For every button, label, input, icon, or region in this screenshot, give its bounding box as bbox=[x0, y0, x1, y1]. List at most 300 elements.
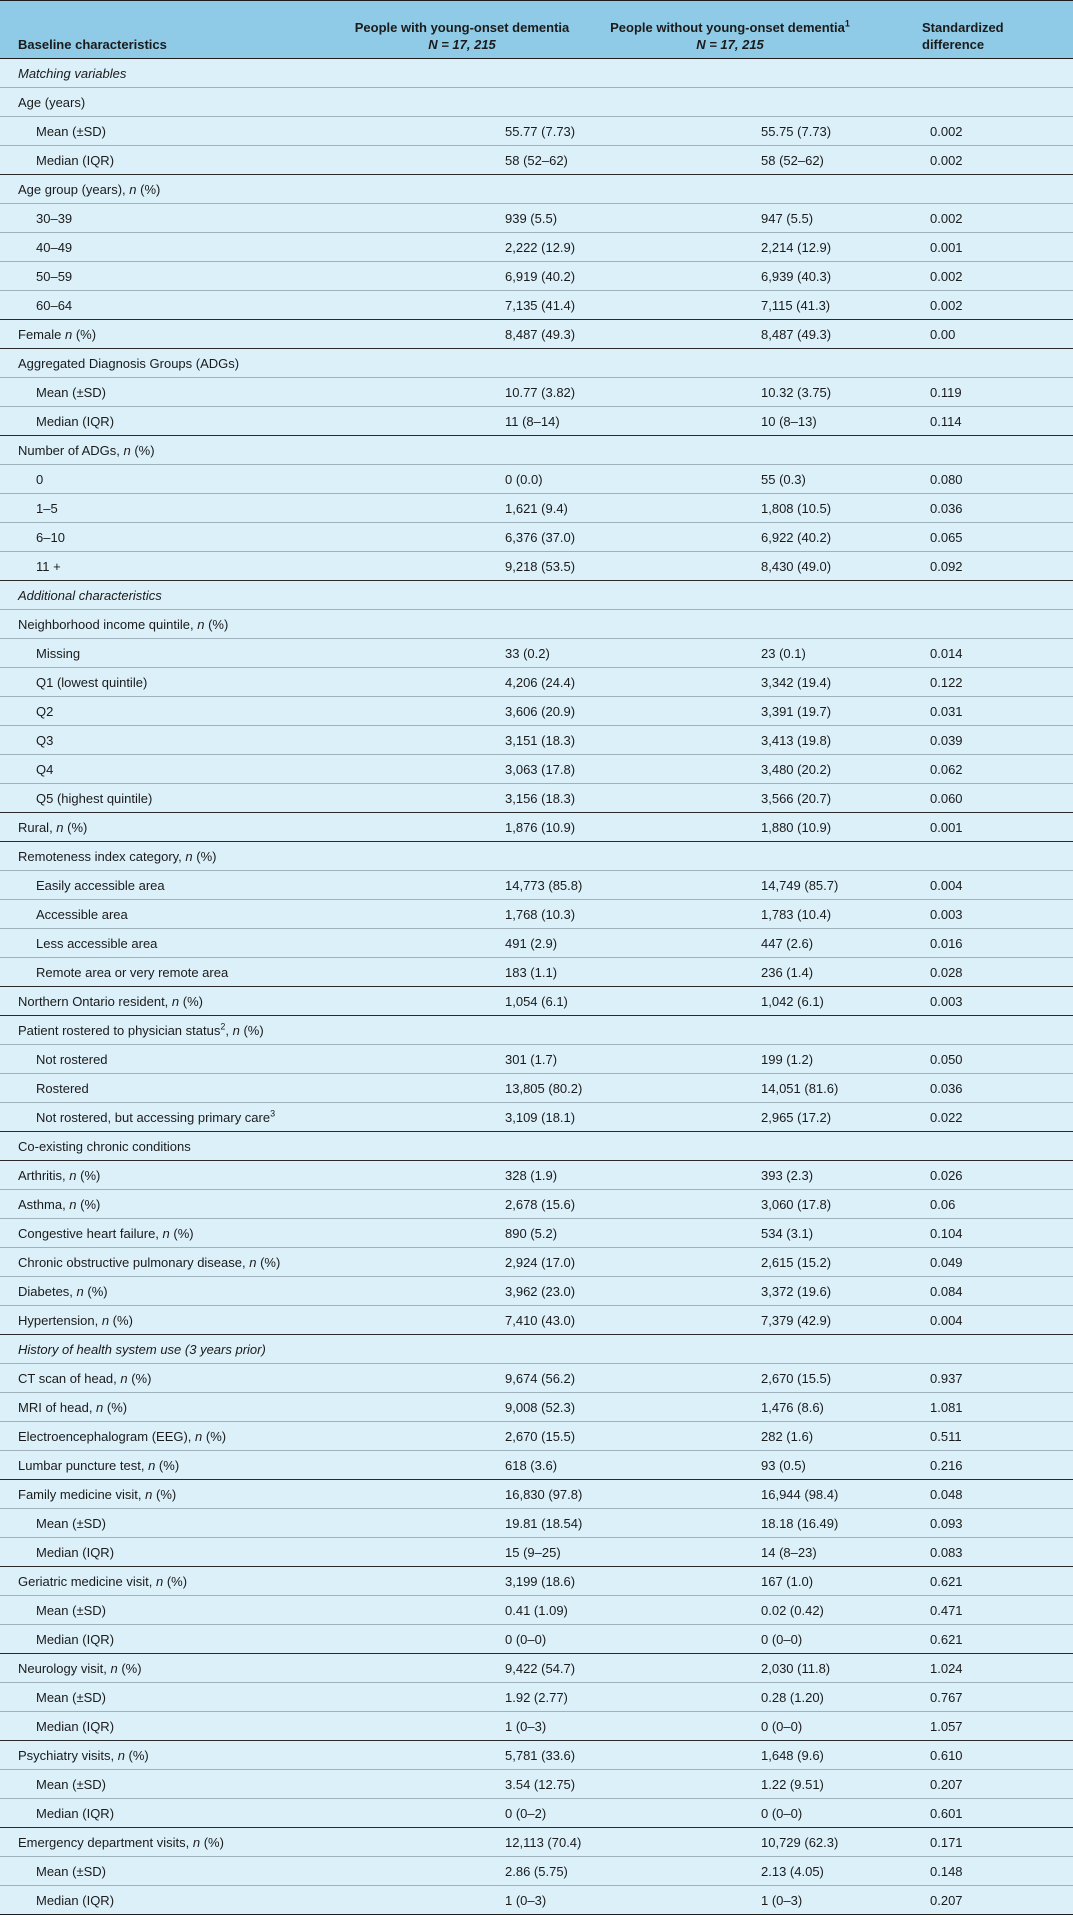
row-label: Q2 bbox=[0, 697, 328, 726]
table-row bbox=[0, 1422, 1073, 1451]
table-subrow bbox=[0, 755, 1073, 784]
value-with-dementia: 301 (1.7) bbox=[328, 1045, 596, 1074]
header-with-dementia-n: N = 17, 215 bbox=[428, 37, 496, 52]
section-header-row bbox=[0, 59, 1073, 88]
value-without-dementia: 2.13 (4.05) bbox=[596, 1857, 864, 1886]
value-without-dementia bbox=[596, 1335, 864, 1364]
value-without-dementia: 3,342 (19.4) bbox=[596, 668, 864, 697]
value-without-dementia: 2,615 (15.2) bbox=[596, 1248, 864, 1277]
row-label: Age group (years), n (%) bbox=[0, 175, 328, 204]
standardized-difference-value: 0.004 bbox=[864, 1306, 1073, 1335]
row-label: Geriatric medicine visit, n (%) bbox=[0, 1567, 328, 1596]
standardized-difference-value: 0.122 bbox=[864, 668, 1073, 697]
row-label: Mean (±SD) bbox=[0, 117, 328, 146]
standardized-difference-value bbox=[864, 610, 1073, 639]
value-without-dementia: 1,042 (6.1) bbox=[596, 987, 864, 1016]
value-with-dementia: 2,924 (17.0) bbox=[328, 1248, 596, 1277]
table-subrow bbox=[0, 552, 1073, 581]
table-subrow bbox=[0, 233, 1073, 262]
row-label: Missing bbox=[0, 639, 328, 668]
table-subrow bbox=[0, 494, 1073, 523]
standardized-difference-value: 0.001 bbox=[864, 233, 1073, 262]
table-row bbox=[0, 1190, 1073, 1219]
value-with-dementia: 1 (0–3) bbox=[328, 1712, 596, 1741]
value-without-dementia: 199 (1.2) bbox=[596, 1045, 864, 1074]
standardized-difference-value: 0.093 bbox=[864, 1509, 1073, 1538]
standardized-difference-value: 0.148 bbox=[864, 1857, 1073, 1886]
row-label: Family medicine visit, n (%) bbox=[0, 1480, 328, 1509]
value-with-dementia: 1,876 (10.9) bbox=[328, 813, 596, 842]
header-with-dementia: People with young-onset dementia N = 17, 215 bbox=[328, 1, 596, 59]
standardized-difference-value: 1.024 bbox=[864, 1654, 1073, 1683]
table-subrow bbox=[0, 726, 1073, 755]
row-label: Remote area or very remote area bbox=[0, 958, 328, 987]
value-without-dementia: 0 (0–0) bbox=[596, 1799, 864, 1828]
row-label: Northern Ontario resident, n (%) bbox=[0, 987, 328, 1016]
value-without-dementia: 55 (0.3) bbox=[596, 465, 864, 494]
row-label: Median (IQR) bbox=[0, 1538, 328, 1567]
row-label: Mean (±SD) bbox=[0, 1596, 328, 1625]
table-subrow bbox=[0, 378, 1073, 407]
row-label: Median (IQR) bbox=[0, 1886, 328, 1915]
value-without-dementia: 23 (0.1) bbox=[596, 639, 864, 668]
row-label: Hypertension, n (%) bbox=[0, 1306, 328, 1335]
value-without-dementia: 3,566 (20.7) bbox=[596, 784, 864, 813]
row-label: Q5 (highest quintile) bbox=[0, 784, 328, 813]
row-label: Median (IQR) bbox=[0, 1625, 328, 1654]
row-label: Diabetes, n (%) bbox=[0, 1277, 328, 1306]
value-with-dementia: 939 (5.5) bbox=[328, 204, 596, 233]
value-without-dementia bbox=[596, 581, 864, 610]
value-without-dementia bbox=[596, 1132, 864, 1161]
table-subrow bbox=[0, 639, 1073, 668]
value-without-dementia: 0.02 (0.42) bbox=[596, 1596, 864, 1625]
value-with-dementia: 1,621 (9.4) bbox=[328, 494, 596, 523]
standardized-difference-value bbox=[864, 842, 1073, 871]
standardized-difference-value: 0.002 bbox=[864, 262, 1073, 291]
header-standardized-difference: Standardized difference bbox=[864, 1, 1073, 59]
table-row bbox=[0, 1451, 1073, 1480]
standardized-difference-value bbox=[864, 175, 1073, 204]
row-label: CT scan of head, n (%) bbox=[0, 1364, 328, 1393]
standardized-difference-value: 0.036 bbox=[864, 1074, 1073, 1103]
value-without-dementia: 8,430 (49.0) bbox=[596, 552, 864, 581]
table-subrow bbox=[0, 146, 1073, 175]
value-with-dementia: 9,422 (54.7) bbox=[328, 1654, 596, 1683]
value-with-dementia: 0 (0–0) bbox=[328, 1625, 596, 1654]
section-header-row bbox=[0, 581, 1073, 610]
standardized-difference-value: 0.471 bbox=[864, 1596, 1073, 1625]
row-label: Q4 bbox=[0, 755, 328, 784]
standardized-difference-value: 0.003 bbox=[864, 987, 1073, 1016]
value-without-dementia: 534 (3.1) bbox=[596, 1219, 864, 1248]
standardized-difference-value: 0.601 bbox=[864, 1799, 1073, 1828]
value-without-dementia: 0.28 (1.20) bbox=[596, 1683, 864, 1712]
standardized-difference-value: 0.031 bbox=[864, 697, 1073, 726]
table-row bbox=[0, 1132, 1073, 1161]
row-label: 50–59 bbox=[0, 262, 328, 291]
table-subrow bbox=[0, 117, 1073, 146]
row-label: Patient rostered to physician status$^2$, n (%) bbox=[0, 1016, 328, 1045]
standardized-difference-value: 0.014 bbox=[864, 639, 1073, 668]
table-subrow bbox=[0, 697, 1073, 726]
table-subrow bbox=[0, 291, 1073, 320]
value-with-dementia bbox=[328, 842, 596, 871]
row-label: Electroencephalogram (EEG), n (%) bbox=[0, 1422, 328, 1451]
value-without-dementia: 2,965 (17.2) bbox=[596, 1103, 864, 1132]
value-without-dementia: 10 (8–13) bbox=[596, 407, 864, 436]
value-with-dementia: 3.54 (12.75) bbox=[328, 1770, 596, 1799]
table-row bbox=[0, 1248, 1073, 1277]
standardized-difference-value: 0.621 bbox=[864, 1567, 1073, 1596]
row-label: Neighborhood income quintile, n (%) bbox=[0, 610, 328, 639]
standardized-difference-value: 0.003 bbox=[864, 900, 1073, 929]
value-without-dementia: 55.75 (7.73) bbox=[596, 117, 864, 146]
value-with-dementia: 3,199 (18.6) bbox=[328, 1567, 596, 1596]
value-with-dementia: 12,113 (70.4) bbox=[328, 1828, 596, 1857]
value-without-dementia: 947 (5.5) bbox=[596, 204, 864, 233]
standardized-difference-value: 0.004 bbox=[864, 871, 1073, 900]
value-with-dementia bbox=[328, 610, 596, 639]
row-label: Chronic obstructive pulmonary disease, n (%) bbox=[0, 1248, 328, 1277]
value-without-dementia: 1,808 (10.5) bbox=[596, 494, 864, 523]
table-row bbox=[0, 436, 1073, 465]
value-without-dementia: 0 (0–0) bbox=[596, 1712, 864, 1741]
row-label: 1–5 bbox=[0, 494, 328, 523]
row-label: MRI of head, n (%) bbox=[0, 1393, 328, 1422]
row-label: History of health system use (3 years prior) bbox=[0, 1335, 328, 1364]
value-with-dementia bbox=[328, 88, 596, 117]
value-with-dementia: 0 (0.0) bbox=[328, 465, 596, 494]
standardized-difference-value: 0.002 bbox=[864, 117, 1073, 146]
value-without-dementia: 14 (8–23) bbox=[596, 1538, 864, 1567]
value-without-dementia: 3,060 (17.8) bbox=[596, 1190, 864, 1219]
table-subrow bbox=[0, 1596, 1073, 1625]
value-without-dementia: 1,880 (10.9) bbox=[596, 813, 864, 842]
row-label: Psychiatry visits, n (%) bbox=[0, 1741, 328, 1770]
table-subrow bbox=[0, 1625, 1073, 1654]
row-label: Rostered bbox=[0, 1074, 328, 1103]
standardized-difference-value: 0.610 bbox=[864, 1741, 1073, 1770]
value-with-dementia bbox=[328, 581, 596, 610]
standardized-difference-value: 0.050 bbox=[864, 1045, 1073, 1074]
value-without-dementia: 447 (2.6) bbox=[596, 929, 864, 958]
row-label: 6–10 bbox=[0, 523, 328, 552]
standardized-difference-value: 0.065 bbox=[864, 523, 1073, 552]
table-subrow bbox=[0, 900, 1073, 929]
value-without-dementia bbox=[596, 175, 864, 204]
value-without-dementia: 167 (1.0) bbox=[596, 1567, 864, 1596]
row-label: Lumbar puncture test, n (%) bbox=[0, 1451, 328, 1480]
row-label: 60–64 bbox=[0, 291, 328, 320]
row-label: Asthma, n (%) bbox=[0, 1190, 328, 1219]
row-label: Mean (±SD) bbox=[0, 1509, 328, 1538]
row-label: Mean (±SD) bbox=[0, 1683, 328, 1712]
table-subrow bbox=[0, 465, 1073, 494]
table-row bbox=[0, 1828, 1073, 1857]
value-without-dementia: 14,051 (81.6) bbox=[596, 1074, 864, 1103]
header-without-dementia: People without young-onset dementia$^1$ N = 17, 215 bbox=[596, 1, 864, 59]
value-without-dementia: 58 (52–62) bbox=[596, 146, 864, 175]
value-without-dementia: 6,939 (40.3) bbox=[596, 262, 864, 291]
value-with-dementia bbox=[328, 175, 596, 204]
value-with-dementia: 5,781 (33.6) bbox=[328, 1741, 596, 1770]
value-without-dementia: 393 (2.3) bbox=[596, 1161, 864, 1190]
value-with-dementia: 15 (9–25) bbox=[328, 1538, 596, 1567]
standardized-difference-value: 0.937 bbox=[864, 1364, 1073, 1393]
value-with-dementia: 618 (3.6) bbox=[328, 1451, 596, 1480]
value-without-dementia: 8,487 (49.3) bbox=[596, 320, 864, 349]
standardized-difference-value: 1.057 bbox=[864, 1712, 1073, 1741]
row-label: Less accessible area bbox=[0, 929, 328, 958]
value-with-dementia: 11 (8–14) bbox=[328, 407, 596, 436]
value-without-dementia: 1,783 (10.4) bbox=[596, 900, 864, 929]
value-without-dementia bbox=[596, 349, 864, 378]
value-with-dementia: 19.81 (18.54) bbox=[328, 1509, 596, 1538]
value-with-dementia: 491 (2.9) bbox=[328, 929, 596, 958]
value-without-dementia: 1 (0–3) bbox=[596, 1886, 864, 1915]
standardized-difference-value: 0.060 bbox=[864, 784, 1073, 813]
table-subrow bbox=[0, 1509, 1073, 1538]
value-with-dementia: 16,830 (97.8) bbox=[328, 1480, 596, 1509]
table-subrow bbox=[0, 1857, 1073, 1886]
row-label: Mean (±SD) bbox=[0, 1857, 328, 1886]
standardized-difference-value: 0.092 bbox=[864, 552, 1073, 581]
value-with-dementia bbox=[328, 1335, 596, 1364]
table-row bbox=[0, 1567, 1073, 1596]
value-with-dementia: 2,222 (12.9) bbox=[328, 233, 596, 262]
value-with-dementia bbox=[328, 59, 596, 88]
table-row bbox=[0, 88, 1073, 117]
table-row bbox=[0, 1306, 1073, 1335]
value-without-dementia: 93 (0.5) bbox=[596, 1451, 864, 1480]
table-subrow bbox=[0, 1770, 1073, 1799]
standardized-difference-value: 0.026 bbox=[864, 1161, 1073, 1190]
value-without-dementia: 6,922 (40.2) bbox=[596, 523, 864, 552]
table-subrow bbox=[0, 1074, 1073, 1103]
table-row bbox=[0, 1741, 1073, 1770]
standardized-difference-value: 0.001 bbox=[864, 813, 1073, 842]
value-with-dementia: 6,919 (40.2) bbox=[328, 262, 596, 291]
standardized-difference-value bbox=[864, 349, 1073, 378]
value-with-dementia: 3,606 (20.9) bbox=[328, 697, 596, 726]
value-with-dementia: 9,218 (53.5) bbox=[328, 552, 596, 581]
value-with-dementia: 890 (5.2) bbox=[328, 1219, 596, 1248]
row-label: Median (IQR) bbox=[0, 146, 328, 175]
table-row bbox=[0, 987, 1073, 1016]
value-with-dementia: 183 (1.1) bbox=[328, 958, 596, 987]
standardized-difference-value: 0.080 bbox=[864, 465, 1073, 494]
table-row bbox=[0, 175, 1073, 204]
table-subrow bbox=[0, 958, 1073, 987]
standardized-difference-value: 0.002 bbox=[864, 146, 1073, 175]
standardized-difference-value: 0.00 bbox=[864, 320, 1073, 349]
row-label: Emergency department visits, n (%) bbox=[0, 1828, 328, 1857]
standardized-difference-value: 0.511 bbox=[864, 1422, 1073, 1451]
row-label: Q1 (lowest quintile) bbox=[0, 668, 328, 697]
value-with-dementia bbox=[328, 1132, 596, 1161]
value-with-dementia: 14,773 (85.8) bbox=[328, 871, 596, 900]
table-subrow bbox=[0, 1886, 1073, 1915]
row-label: Number of ADGs, n (%) bbox=[0, 436, 328, 465]
row-label: Median (IQR) bbox=[0, 1712, 328, 1741]
value-without-dementia bbox=[596, 59, 864, 88]
standardized-difference-value bbox=[864, 88, 1073, 117]
table-subrow bbox=[0, 668, 1073, 697]
value-with-dementia: 2.86 (5.75) bbox=[328, 1857, 596, 1886]
table-subrow bbox=[0, 784, 1073, 813]
standardized-difference-value: 0.083 bbox=[864, 1538, 1073, 1567]
value-without-dementia: 2,030 (11.8) bbox=[596, 1654, 864, 1683]
value-with-dementia: 328 (1.9) bbox=[328, 1161, 596, 1190]
value-without-dementia: 236 (1.4) bbox=[596, 958, 864, 987]
standardized-difference-value: 0.207 bbox=[864, 1770, 1073, 1799]
value-with-dementia: 6,376 (37.0) bbox=[328, 523, 596, 552]
standardized-difference-value: 0.036 bbox=[864, 494, 1073, 523]
value-without-dementia: 7,379 (42.9) bbox=[596, 1306, 864, 1335]
row-label: Easily accessible area bbox=[0, 871, 328, 900]
value-with-dementia: 3,151 (18.3) bbox=[328, 726, 596, 755]
value-with-dementia: 3,109 (18.1) bbox=[328, 1103, 596, 1132]
value-without-dementia: 14,749 (85.7) bbox=[596, 871, 864, 900]
standardized-difference-value: 0.039 bbox=[864, 726, 1073, 755]
value-without-dementia: 3,391 (19.7) bbox=[596, 697, 864, 726]
standardized-difference-value: 0.114 bbox=[864, 407, 1073, 436]
row-label: Additional characteristics bbox=[0, 581, 328, 610]
value-with-dementia: 8,487 (49.3) bbox=[328, 320, 596, 349]
value-with-dementia: 7,135 (41.4) bbox=[328, 291, 596, 320]
standardized-difference-value: 0.048 bbox=[864, 1480, 1073, 1509]
row-label: Accessible area bbox=[0, 900, 328, 929]
value-with-dementia bbox=[328, 349, 596, 378]
table-subrow bbox=[0, 262, 1073, 291]
row-label: Remoteness index category, n (%) bbox=[0, 842, 328, 871]
standardized-difference-value: 0.104 bbox=[864, 1219, 1073, 1248]
row-label: 40–49 bbox=[0, 233, 328, 262]
value-without-dementia: 3,480 (20.2) bbox=[596, 755, 864, 784]
value-without-dementia bbox=[596, 842, 864, 871]
value-with-dementia: 7,410 (43.0) bbox=[328, 1306, 596, 1335]
table-row bbox=[0, 1277, 1073, 1306]
value-without-dementia: 282 (1.6) bbox=[596, 1422, 864, 1451]
value-without-dementia: 16,944 (98.4) bbox=[596, 1480, 864, 1509]
value-with-dementia: 10.77 (3.82) bbox=[328, 378, 596, 407]
value-with-dementia bbox=[328, 436, 596, 465]
table-subrow bbox=[0, 1045, 1073, 1074]
table-row bbox=[0, 813, 1073, 842]
standardized-difference-value bbox=[864, 59, 1073, 88]
value-without-dementia bbox=[596, 1016, 864, 1045]
table-subrow bbox=[0, 1683, 1073, 1712]
standardized-difference-value: 0.022 bbox=[864, 1103, 1073, 1132]
standardized-difference-value: 0.171 bbox=[864, 1828, 1073, 1857]
table-subrow bbox=[0, 929, 1073, 958]
standardized-difference-value: 0.049 bbox=[864, 1248, 1073, 1277]
standardized-difference-value bbox=[864, 1335, 1073, 1364]
row-label: Median (IQR) bbox=[0, 1799, 328, 1828]
value-with-dementia: 3,156 (18.3) bbox=[328, 784, 596, 813]
value-with-dementia: 9,674 (56.2) bbox=[328, 1364, 596, 1393]
table-subrow bbox=[0, 1538, 1073, 1567]
table-subrow bbox=[0, 1103, 1073, 1132]
row-label: Age (years) bbox=[0, 88, 328, 117]
row-label: Aggregated Diagnosis Groups (ADGs) bbox=[0, 349, 328, 378]
value-with-dementia: 13,805 (80.2) bbox=[328, 1074, 596, 1103]
value-without-dementia: 7,115 (41.3) bbox=[596, 291, 864, 320]
value-with-dementia: 1,768 (10.3) bbox=[328, 900, 596, 929]
standardized-difference-value: 0.207 bbox=[864, 1886, 1073, 1915]
row-label: Q3 bbox=[0, 726, 328, 755]
value-without-dementia bbox=[596, 436, 864, 465]
value-with-dementia: 55.77 (7.73) bbox=[328, 117, 596, 146]
row-label: Congestive heart failure, n (%) bbox=[0, 1219, 328, 1248]
value-with-dementia: 3,063 (17.8) bbox=[328, 755, 596, 784]
row-label: 30–39 bbox=[0, 204, 328, 233]
row-label: 0 bbox=[0, 465, 328, 494]
value-without-dementia: 3,372 (19.6) bbox=[596, 1277, 864, 1306]
table-row bbox=[0, 349, 1073, 378]
row-label: Neurology visit, n (%) bbox=[0, 1654, 328, 1683]
standardized-difference-value: 0.119 bbox=[864, 378, 1073, 407]
standardized-difference-value: 0.06 bbox=[864, 1190, 1073, 1219]
standardized-difference-value: 1.081 bbox=[864, 1393, 1073, 1422]
value-without-dementia: 18.18 (16.49) bbox=[596, 1509, 864, 1538]
value-with-dementia: 9,008 (52.3) bbox=[328, 1393, 596, 1422]
row-label: Median (IQR) bbox=[0, 407, 328, 436]
standardized-difference-value bbox=[864, 1132, 1073, 1161]
row-label: Co-existing chronic conditions bbox=[0, 1132, 328, 1161]
value-without-dementia: 1,476 (8.6) bbox=[596, 1393, 864, 1422]
row-label: 11 + bbox=[0, 552, 328, 581]
standardized-difference-value: 0.084 bbox=[864, 1277, 1073, 1306]
header-baseline-characteristics: Baseline characteristics bbox=[0, 1, 328, 59]
value-without-dementia: 2,670 (15.5) bbox=[596, 1364, 864, 1393]
row-label: Female n (%) bbox=[0, 320, 328, 349]
value-with-dementia: 0 (0–2) bbox=[328, 1799, 596, 1828]
value-with-dementia: 33 (0.2) bbox=[328, 639, 596, 668]
table-row bbox=[0, 1016, 1073, 1045]
value-without-dementia: 1.22 (9.51) bbox=[596, 1770, 864, 1799]
value-with-dementia: 58 (52–62) bbox=[328, 146, 596, 175]
value-with-dementia: 1 (0–3) bbox=[328, 1886, 596, 1915]
value-without-dementia bbox=[596, 88, 864, 117]
table-row bbox=[0, 1364, 1073, 1393]
value-without-dementia bbox=[596, 610, 864, 639]
table-row bbox=[0, 1219, 1073, 1248]
table-header-row bbox=[0, 1, 1073, 59]
section-header-row bbox=[0, 1335, 1073, 1364]
row-label: Rural, n (%) bbox=[0, 813, 328, 842]
row-label: Mean (±SD) bbox=[0, 378, 328, 407]
table-row bbox=[0, 1654, 1073, 1683]
table-row bbox=[0, 842, 1073, 871]
value-without-dementia: 10,729 (62.3) bbox=[596, 1828, 864, 1857]
standardized-difference-value: 0.016 bbox=[864, 929, 1073, 958]
standardized-difference-value: 0.621 bbox=[864, 1625, 1073, 1654]
standardized-difference-value bbox=[864, 436, 1073, 465]
standardized-difference-value: 0.002 bbox=[864, 204, 1073, 233]
standardized-difference-value: 0.216 bbox=[864, 1451, 1073, 1480]
value-without-dementia: 2,214 (12.9) bbox=[596, 233, 864, 262]
value-with-dementia: 2,670 (15.5) bbox=[328, 1422, 596, 1451]
value-with-dementia: 1,054 (6.1) bbox=[328, 987, 596, 1016]
value-without-dementia: 0 (0–0) bbox=[596, 1625, 864, 1654]
value-with-dementia: 1.92 (2.77) bbox=[328, 1683, 596, 1712]
standardized-difference-value: 0.767 bbox=[864, 1683, 1073, 1712]
table-row bbox=[0, 1161, 1073, 1190]
table-subrow bbox=[0, 1712, 1073, 1741]
row-label: Not rostered, but accessing primary care$^3$ bbox=[0, 1103, 328, 1132]
